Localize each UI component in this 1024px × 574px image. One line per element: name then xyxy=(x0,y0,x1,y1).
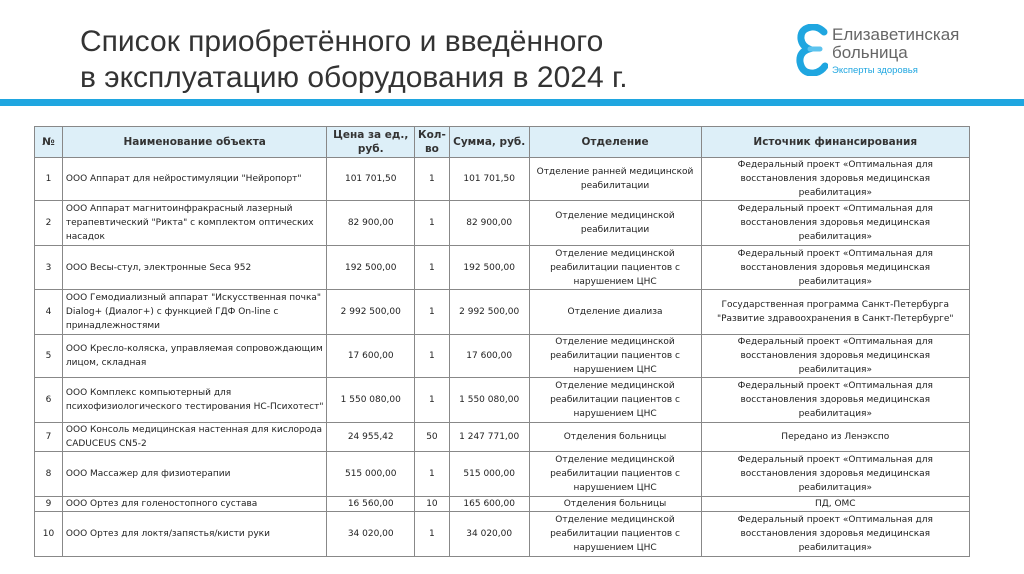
item-name: ООО Гемодиализный аппарат "Искусственная почка" Dialog+ (Диалог+) с функцией ГДФ On-line с принадлежностями xyxy=(62,290,327,335)
equipment-table xyxy=(34,126,970,557)
funding-source: ПД, ОМС xyxy=(701,497,969,512)
unit-price: 16 560,00 xyxy=(327,497,415,512)
department: Отделение диализа xyxy=(529,290,701,335)
total-sum: 82 900,00 xyxy=(449,201,529,246)
department: Отделение медицинской реабилитации пациентов с нарушением ЦНС xyxy=(529,452,701,497)
header-quantity: Кол-во xyxy=(414,127,449,158)
department: Отделение медицинской реабилитации пациентов с нарушением ЦНС xyxy=(529,246,701,290)
table-row xyxy=(35,335,970,378)
total-sum: 101 701,50 xyxy=(449,158,529,201)
unit-price: 17 600,00 xyxy=(327,335,415,378)
funding-source: Федеральный проект «Оптимальная для восстановления здоровья медицинская реабилитация» xyxy=(701,335,969,378)
unit-price: 1 550 080,00 xyxy=(327,378,415,423)
item-name: ООО Ортез для локтя/запястья/кисти руки xyxy=(62,512,327,557)
total-sum: 192 500,00 xyxy=(449,246,529,290)
quantity: 50 xyxy=(414,423,449,452)
title-line-2: в эксплуатацию оборудования в 2024 г. xyxy=(80,61,628,94)
item-name: ООО Комплекс компьютерный для психофизиологического тестирования НС-Психотест" xyxy=(62,378,327,423)
unit-price: 192 500,00 xyxy=(327,246,415,290)
item-name: ООО Консоль медицинская настенная для кислорода CADUCEUS CN5-2 xyxy=(62,423,327,452)
total-sum: 2 992 500,00 xyxy=(449,290,529,335)
item-name: ООО Массажер для физиотерапии xyxy=(62,452,327,497)
quantity: 1 xyxy=(414,290,449,335)
item-name: ООО Ортез для голеностопного сустава xyxy=(62,497,327,512)
row-number: 9 xyxy=(35,497,63,512)
row-number: 5 xyxy=(35,335,63,378)
funding-source: Федеральный проект «Оптимальная для восстановления здоровья медицинская реабилитация» xyxy=(701,246,969,290)
unit-price: 34 020,00 xyxy=(327,512,415,557)
quantity: 1 xyxy=(414,335,449,378)
department: Отделение медицинской реабилитации пациентов с нарушением ЦНС xyxy=(529,512,701,557)
row-number: 10 xyxy=(35,512,63,557)
accent-bar xyxy=(0,99,1024,106)
header-department: Отделение xyxy=(529,127,701,158)
unit-price: 2 992 500,00 xyxy=(327,290,415,335)
funding-source: Передано из Ленэкспо xyxy=(701,423,969,452)
total-sum: 17 600,00 xyxy=(449,335,529,378)
funding-source: Федеральный проект «Оптимальная для восстановления здоровья медицинская реабилитация» xyxy=(701,201,969,246)
table-row xyxy=(35,158,970,201)
hospital-logo xyxy=(796,24,996,84)
unit-price: 82 900,00 xyxy=(327,201,415,246)
unit-price: 515 000,00 xyxy=(327,452,415,497)
row-number: 2 xyxy=(35,201,63,246)
item-name: ООО Весы-стул, электронные Seca 952 xyxy=(62,246,327,290)
row-number: 7 xyxy=(35,423,63,452)
total-sum: 34 020,00 xyxy=(449,512,529,557)
header-price: Цена за ед., руб. xyxy=(327,127,415,158)
funding-source: Федеральный проект «Оптимальная для восстановления здоровья медицинская реабилитация» xyxy=(701,512,969,557)
logo-tagline: Эксперты здоровья xyxy=(832,65,918,76)
table-row xyxy=(35,246,970,290)
funding-source: Федеральный проект «Оптимальная для восстановления здоровья медицинская реабилитация» xyxy=(701,452,969,497)
funding-source: Федеральный проект «Оптимальная для восстановления здоровья медицинская реабилитация» xyxy=(701,158,969,201)
row-number: 4 xyxy=(35,290,63,335)
quantity: 1 xyxy=(414,201,449,246)
header-sum: Сумма, руб. xyxy=(449,127,529,158)
item-name: ООО Аппарат для нейростимуляции "Нейропорт" xyxy=(62,158,327,201)
department: Отделение ранней медицинской реабилитации xyxy=(529,158,701,201)
unit-price: 24 955,42 xyxy=(327,423,415,452)
total-sum: 165 600,00 xyxy=(449,497,529,512)
item-name: ООО Аппарат магнитоинфракрасный лазерный терапевтический "Рикта" с комплектом оптических насадок xyxy=(62,201,327,246)
department: Отделение медицинской реабилитации пациентов с нарушением ЦНС xyxy=(529,378,701,423)
table-row xyxy=(35,497,970,512)
total-sum: 515 000,00 xyxy=(449,452,529,497)
row-number: 8 xyxy=(35,452,63,497)
title-line-1: Список приобретённого и введённого xyxy=(80,25,604,58)
quantity: 1 xyxy=(414,452,449,497)
item-name: ООО Кресло-коляска, управляемая сопровождающим лицом, складная xyxy=(62,335,327,378)
funding-source: Федеральный проект «Оптимальная для восстановления здоровья медицинская реабилитация» xyxy=(701,378,969,423)
table-row xyxy=(35,452,970,497)
row-number: 6 xyxy=(35,378,63,423)
unit-price: 101 701,50 xyxy=(327,158,415,201)
table-row xyxy=(35,423,970,452)
funding-source: Государственная программа Санкт-Петербурга "Развитие здравоохранения в Санкт-Петербурге" xyxy=(701,290,969,335)
header-number: № xyxy=(35,127,63,158)
table-row xyxy=(35,290,970,335)
table-header-row xyxy=(35,127,970,158)
table-row xyxy=(35,512,970,557)
department: Отделения больницы xyxy=(529,423,701,452)
quantity: 1 xyxy=(414,512,449,557)
total-sum: 1 247 771,00 xyxy=(449,423,529,452)
header-name: Наименование объекта xyxy=(62,127,327,158)
quantity: 1 xyxy=(414,246,449,290)
table-row xyxy=(35,201,970,246)
row-number: 3 xyxy=(35,246,63,290)
quantity: 1 xyxy=(414,158,449,201)
logo-name-line-2: больница xyxy=(832,43,908,62)
page-title xyxy=(80,24,628,96)
logo-e-icon xyxy=(796,24,828,76)
department: Отделения больницы xyxy=(529,497,701,512)
total-sum: 1 550 080,00 xyxy=(449,378,529,423)
quantity: 10 xyxy=(414,497,449,512)
department: Отделение медицинской реабилитации xyxy=(529,201,701,246)
row-number: 1 xyxy=(35,158,63,201)
logo-name-line-1: Елизаветинская xyxy=(832,25,960,44)
quantity: 1 xyxy=(414,378,449,423)
header-funding: Источник финансирования xyxy=(701,127,969,158)
table-row xyxy=(35,378,970,423)
department: Отделение медицинской реабилитации пациентов с нарушением ЦНС xyxy=(529,335,701,378)
